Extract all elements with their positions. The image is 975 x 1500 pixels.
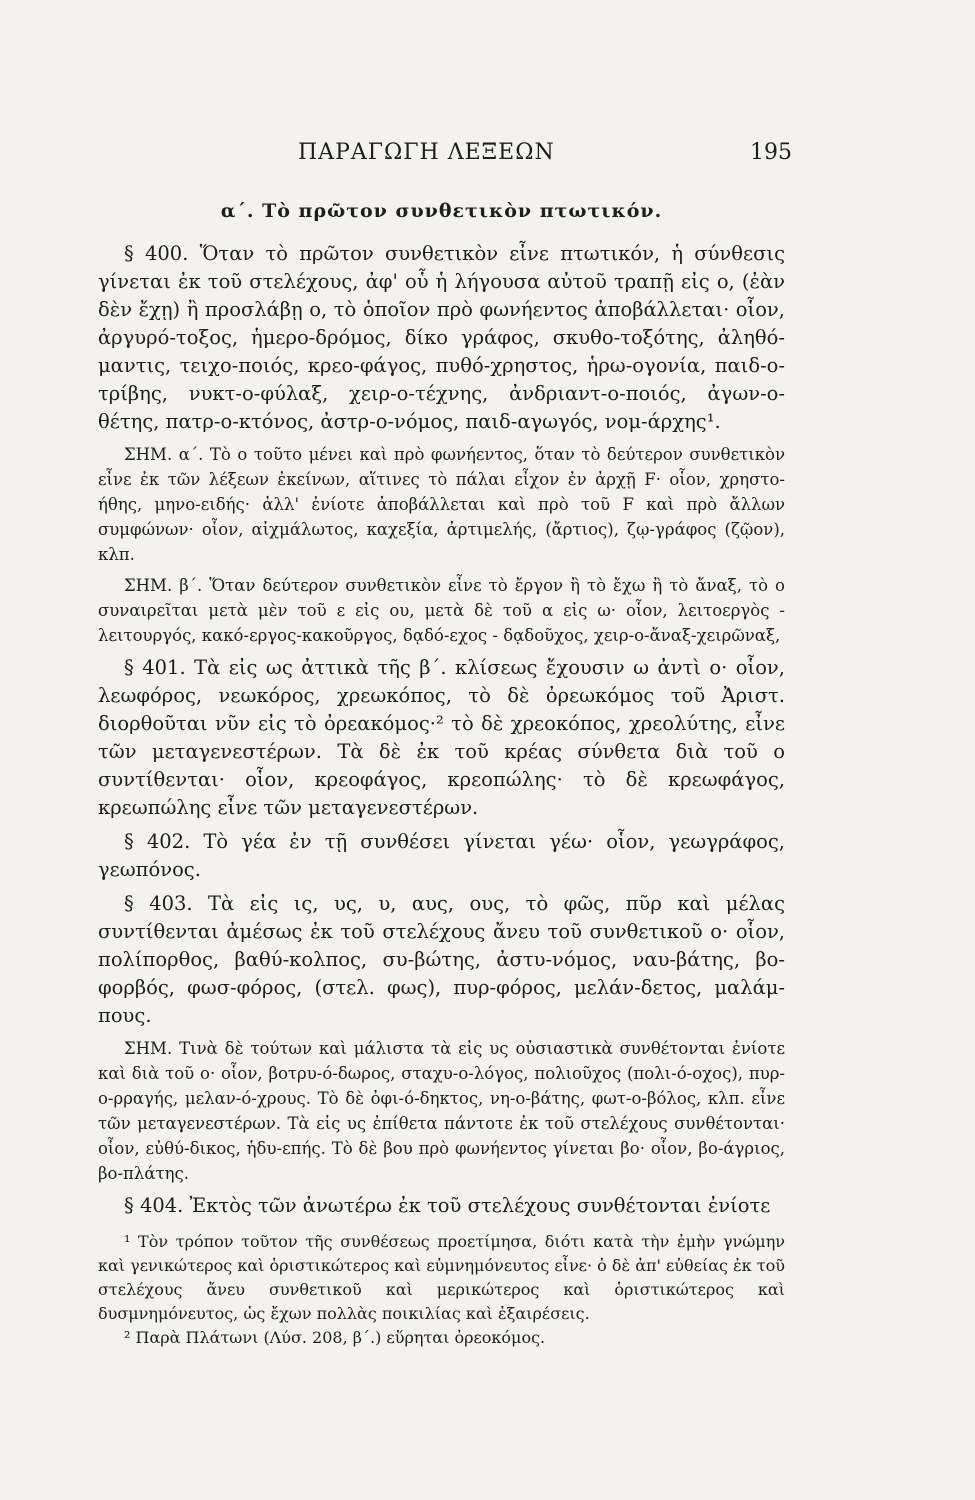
paragraph-400: § 400. Ὅταν τὸ πρῶτον συνθετικὸν εἶνε πτωτικόν, ἡ σύνθεσις γίνεται ἐκ τοῦ στελέχους, ἀφ' οὗ ἡ λήγουσα αὐτοῦ τραπῇ εἰς ο, (ἐὰν δὲν ἔχῃ) ἢ προσλάβῃ ο, τὸ ὁποῖον πρὸ φωνήεντος ἀποβάλλεται· οἷον, ἀργυρό-τοξος, ἡμερο-δρόμος, δίκο γράφος, σκυθο-τοξότης, ἀληθό-μαντις, τειχο-ποιός, κρεο-φάγος, πυθό-χρηστος, ἡρω-ογονία, παιδ-ο-τρίβης, νυκτ-ο-φύλαξ, χειρ-ο-τέχνης, ἀνδριαντ-ο-ποιός, ἀγων-ο-θέτης, πατρ-ο-κτόνος, ἀστρ-ο-νόμος, παιδ-αγωγός, νομ-άρχης¹. — [98, 242, 785, 433]
page-number: 195 — [750, 140, 792, 165]
page-header — [98, 140, 792, 180]
footnote-1: ¹ Τὸν τρόπον τοῦτον τῆς συνθέσεως προετίμησα, διότι κατὰ τὴν ἐμὴν γνώμην καὶ γενικώτερος καὶ ὁριστικώτερος καὶ εὐμνημόνευτος εἶνε· ὁ δὲ ἀπ' εὐθείας ἐκ τοῦ στελέχους ἄνευ συνθετικοῦ καὶ μερικώτερος καὶ ὁριστικώτερος καὶ δυσμνημόνευτος, ὡς ἔχων πολλὰς ποικιλίας καὶ ἐξαιρέσεις. — [98, 1232, 785, 1323]
paragraph-404: § 404. Ἐκτὸς τῶν ἀνωτέρω ἐκ τοῦ στελέχους συνθέτονται ἐνίοτε — [124, 1194, 771, 1217]
note-beta: ΣΗΜ. β΄. Ὅταν δεύτερον συνθετικὸν εἶνε τὸ ἔργον ἢ τὸ ἔχω ἢ τὸ ἄναξ, τὸ ο συναιρεῖται μετὰ μὲν τοῦ ε εἰς ου, μετὰ δὲ τοῦ α εἰς ω· οἷον, λειτοεργὸς - λειτουργός, κακό-εργος-κακοῦργος, δᾳδό-εχος - δᾳδοῦχος, χειρ-ο-ἄναξ-χειρῶναξ, — [98, 576, 785, 645]
note-403: ΣΗΜ. Τινὰ δὲ τούτων καὶ μάλιστα τὰ εἰς υς οὐσιαστικὰ συνθέτονται ἐνίοτε καὶ διὰ τοῦ ο· οἷον, βοτρυ-ό-δωρος, σταχυ-ο-λόγος, πολιοῦχος (πολι-ό-οχος), πυρ-ο-ρραγής, μελαν-ό-χρους. Τὸ δὲ ὀφι-ό-δηκτος, νη-ο-βάτης, φωτ-ο-βόλος, κλπ. εἶνε τῶν μεταγενεστέρων. Τὰ εἰς υς ἐπίθετα πάντοτε ἐκ τοῦ στελέχους συνθέτονται· οἷον, εὐθύ-δικος, ἡδυ-επής. Τὸ δὲ βου πρὸ φωνήεντος γίνεται βο· οἷον, βο-άγριος, βο-πλάτης. — [98, 1039, 785, 1183]
paragraph-402: § 402. Τὸ γέα ἐν τῇ συνθέσει γίνεται γέω· οἷον, γεωγράφος, γεωπόνος. — [98, 830, 785, 881]
paragraph-401: § 401. Τὰ εἰς ως ἀττικὰ τῆς β΄. κλίσεως ἔχουσιν ω ἀντὶ ο· οἷον, λεωφόρος, νεωκόρος, χρεωκόπος, τὸ δὲ ὀρεωκόμος τοῦ Ἀριστ. διορθοῦται νῦν εἰς τὸ ὀρεακόμος·² τὸ δὲ χρεοκόπος, χρεολύτης, εἶνε τῶν μεταγενεστέρων. Τὰ δὲ ἐκ τοῦ κρέας σύνθετα διὰ τοῦ ο συντίθενται· οἷον, κρεοφάγος, κρεοπώλης· τὸ δὲ κρεωφάγος, κρεωπώλης εἶνε τῶν μεταγενεστέρων. — [98, 656, 785, 819]
paragraph-403: § 403. Τὰ εἰς ις, υς, υ, αυς, ους, τὸ φῶς, πῦρ καὶ μέλας συντίθενται ἀμέσως ἐκ τοῦ στελέχους ἄνευ τοῦ συνθετικοῦ ο· οἷον, πολίπορθος, βαθύ-κολπος, συ-βώτης, ἀστυ-νόμος, ναυ-βάτης, βο-φορβός, φωσ-φόρος, (στελ. φως), πυρ-φόρος, μελάν-δετος, μαλάμ-πους. — [98, 892, 785, 1027]
running-title: ΠΑΡΑΓΩΓΗ ΛΕΞΕΩΝ — [298, 140, 555, 165]
section-heading: α΄. Τὸ πρῶτον συνθετικὸν πτωτικόν. — [220, 200, 663, 222]
footnote-2: ² Παρὰ Πλάτωνι (Λύσ. 208, β΄.) εὕρηται ὀρεοκόμος. — [124, 1328, 546, 1347]
footnotes — [98, 1230, 785, 1350]
body-text — [98, 240, 785, 1220]
note-alpha: ΣΗΜ. α΄. Τὸ ο τοῦτο μένει καὶ πρὸ φωνήεντος, ὅταν τὸ δεύτερον συνθετικὸν εἶνε ἐκ τῶν λέξεων ἐκείνων, αἵτινες τὸ πάλαι εἶχον ἐν ἀρχῇ F· οἷον, χρηστο-ήθης, μηνο-ειδής· ἀλλ' ἐνίοτε ἀποβάλλεται καὶ πρὸ τοῦ F καὶ πρὸ ἄλλων συμφώνων· οἷον, αἰχμάλωτος, καχεξία, ἀρτιμελής, (ἄρτιος), ζῳ-γράφος (ζῷον), κλπ. — [98, 445, 785, 564]
